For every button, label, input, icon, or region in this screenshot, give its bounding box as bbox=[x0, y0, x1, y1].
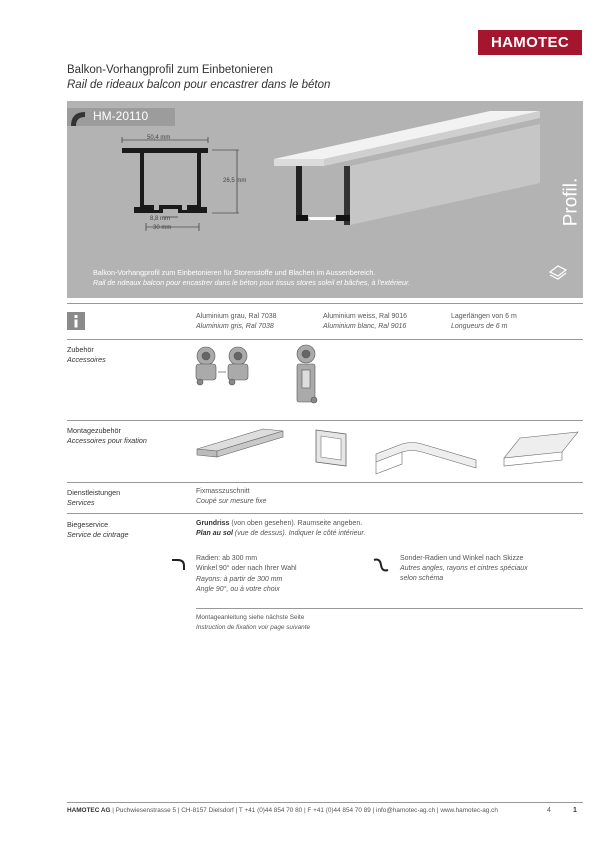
banner-description-french: Rail de rideaux balcon pour encastrer dans le béton pour tissus stores soleil et bâches, à l'extérieur. bbox=[93, 278, 411, 287]
dim-base: 30 mm bbox=[153, 225, 172, 231]
option-white-fr: Aluminium blanc, Ral 9016 bbox=[323, 323, 407, 330]
bending-special-de: Sonder-Radien und Winkel nach Skizze bbox=[400, 555, 524, 562]
profil-vertical-label: Profil. bbox=[560, 177, 582, 227]
section-accessories-de: Zubehör bbox=[67, 345, 94, 354]
profile-section-icon bbox=[548, 264, 568, 280]
option-grey-fr: Aluminium gris, Ral 7038 bbox=[196, 323, 274, 330]
bent-profile-image bbox=[372, 430, 482, 480]
divider bbox=[67, 482, 583, 483]
bending-radius-fr: Rayons: à partir de 300 mm bbox=[196, 576, 283, 583]
section-services-fr: Services bbox=[67, 498, 95, 507]
option-grey-de: Aluminium grau, Ral 7038 bbox=[196, 313, 277, 320]
bending-angle-de: Winkel 90° oder nach Ihrer Wahl bbox=[196, 565, 297, 572]
product-code: HM-20110 bbox=[93, 109, 149, 123]
radius-corner-icon bbox=[170, 556, 186, 572]
product-banner bbox=[67, 101, 583, 298]
option-white-de: Aluminium weiss, Ral 9016 bbox=[323, 313, 408, 320]
installation-manual-fr: Instruction de fixation voir page suivante bbox=[196, 624, 311, 631]
page-number-right: 1 bbox=[573, 807, 577, 814]
end-stop-image bbox=[290, 342, 322, 408]
title-french: Rail de rideaux balcon pour encastrer dans le béton bbox=[67, 79, 331, 91]
footer-contact: HAMOTEC AG | Puchwiesenstrasse 5 | CH-8157 Dielsdorf | T +41 (0)44 854 70 80 | F +41 (0)44 854 70 89 | info@hamotec-ag.ch | www.hamotec-ag.ch bbox=[67, 807, 498, 814]
dim-height: 26,5 mm bbox=[223, 178, 247, 184]
installation-manual-de: Montageanleitung siehe nächste Seite bbox=[196, 614, 305, 621]
divider bbox=[67, 420, 583, 421]
bending-floorplan-de: Grundriss (von oben gesehen). Raumseite angeben. bbox=[196, 520, 363, 527]
dim-width: 50,4 mm bbox=[147, 135, 171, 141]
bending-special-fr-1: Autres angles, rayons et cintres spéciaux bbox=[400, 565, 528, 572]
title-german: Balkon-Vorhangprofil zum Einbetonieren bbox=[67, 64, 273, 76]
section-mounting-fr: Accessoires pour fixation bbox=[67, 436, 147, 445]
bending-special-fr-2: selon schéma bbox=[400, 575, 444, 582]
profile-3d-render bbox=[272, 111, 542, 231]
option-length-de: Lagerlängen von 6 m bbox=[451, 313, 517, 320]
page-number-left: 4 bbox=[547, 807, 551, 814]
section-bending-fr: Service de cintrage bbox=[67, 530, 129, 539]
roller-carrier-image bbox=[188, 342, 260, 388]
bending-radius-de: Radien: ab 300 mm bbox=[196, 555, 258, 562]
divider bbox=[67, 339, 583, 340]
service-value-fr: Coupé sur mesure fixe bbox=[196, 498, 267, 505]
profile-end-image bbox=[500, 428, 582, 468]
bending-angle-fr: Angle 90°, ou à votre choix bbox=[196, 586, 280, 593]
banner-description-german: Balkon-Vorhangprofil zum Einbetonieren für Storenstoffe und Blachen im Aussenbereich. bbox=[93, 268, 376, 277]
section-accessories-fr: Accessoires bbox=[67, 355, 106, 364]
option-length-fr: Longueurs de 6 m bbox=[451, 323, 508, 330]
divider bbox=[67, 303, 583, 304]
bending-floorplan-fr: Plan au sol (vue de dessus). Indiquer le côté intérieur. bbox=[196, 530, 366, 537]
dim-slot: 8,8 mm bbox=[150, 216, 171, 222]
mounting-plate-image bbox=[312, 426, 352, 468]
section-bending-de: Biegeservice bbox=[67, 520, 109, 529]
divider bbox=[67, 513, 583, 514]
section-services-de: Dienstleistungen bbox=[67, 488, 121, 497]
footer-divider bbox=[67, 802, 583, 803]
hamotec-logo: HAMOTEC bbox=[478, 30, 582, 55]
section-mounting-de: Montagezubehör bbox=[67, 426, 121, 435]
special-curve-icon bbox=[372, 556, 390, 574]
divider bbox=[196, 608, 583, 609]
mounting-rail-image bbox=[195, 425, 285, 463]
info-icon bbox=[67, 312, 85, 330]
service-value-de: Fixmasszuschnitt bbox=[196, 488, 250, 495]
